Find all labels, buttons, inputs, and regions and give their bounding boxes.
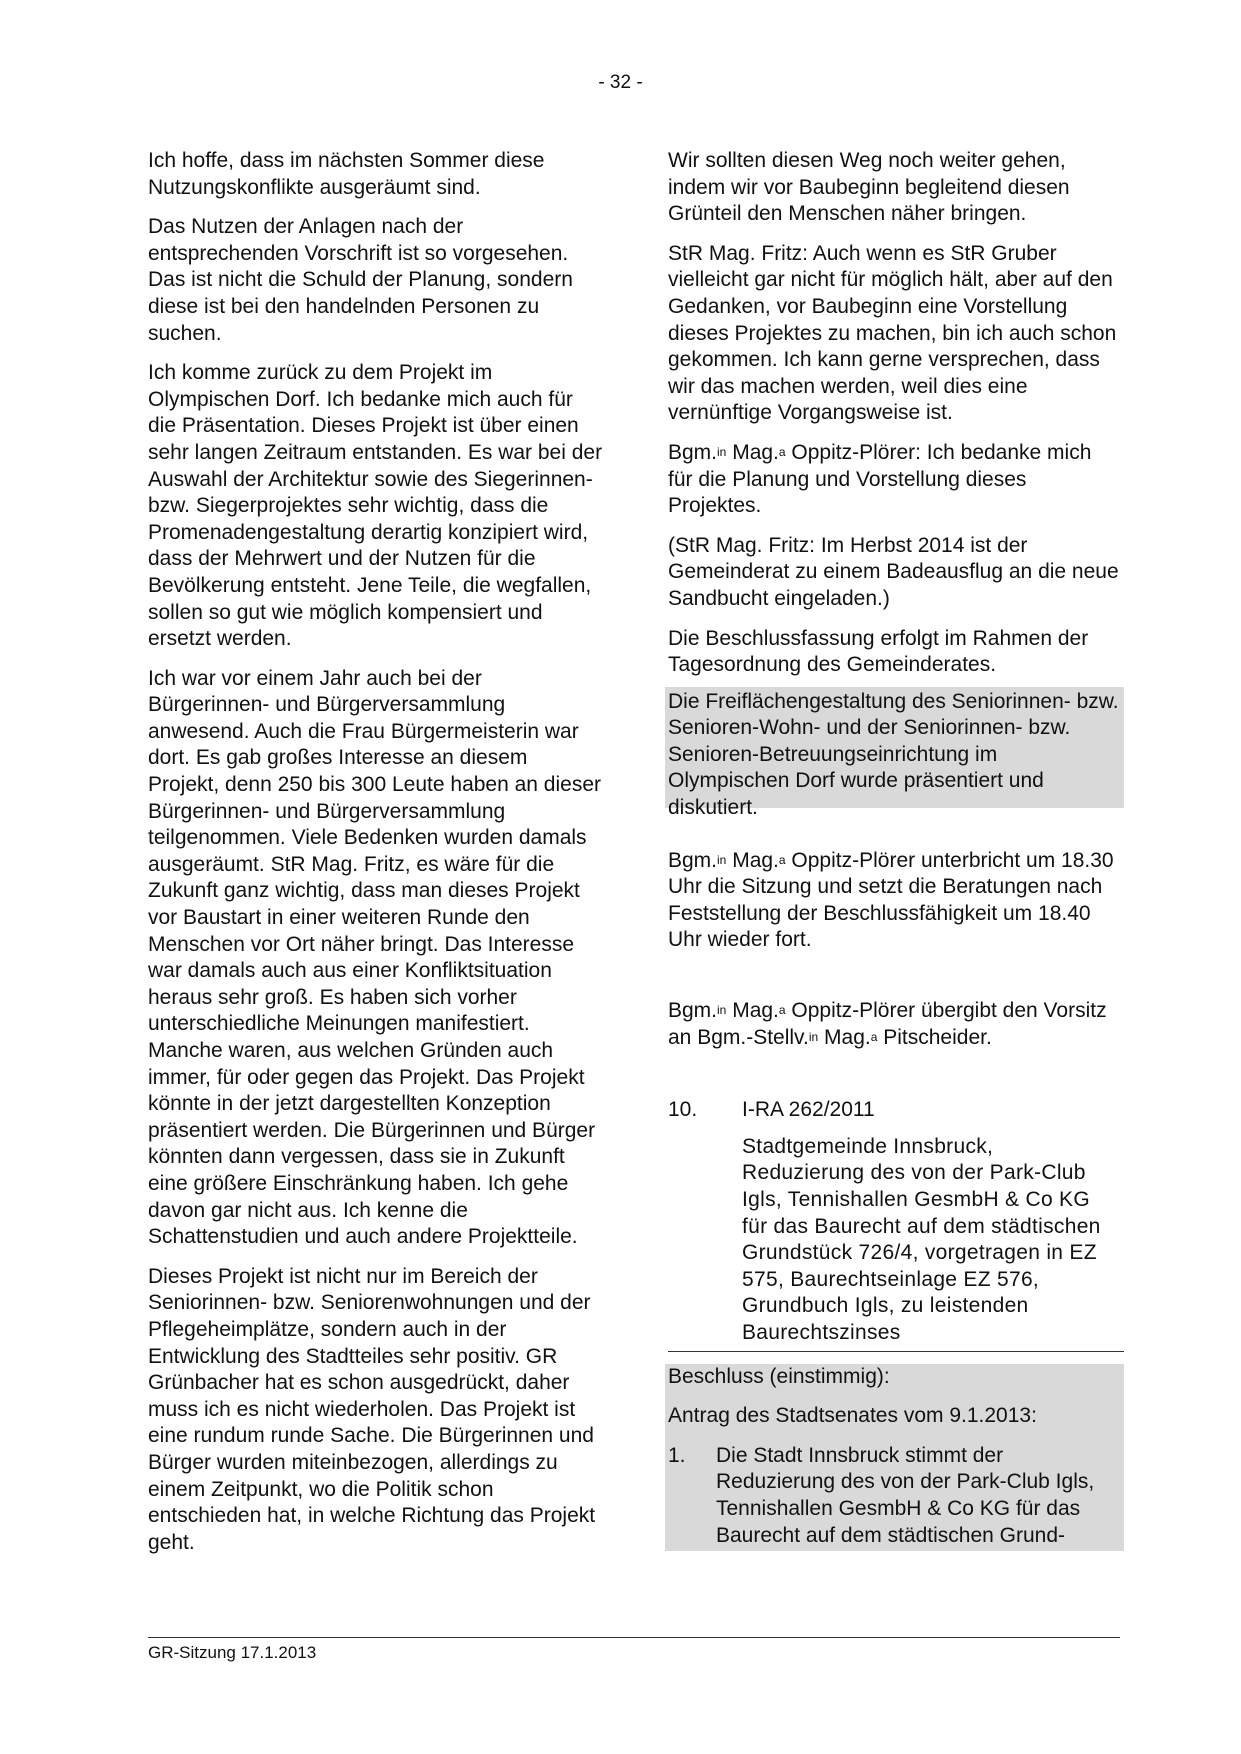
footer-divider (148, 1637, 1120, 1638)
page-number: - 32 - (598, 72, 643, 93)
paragraph: Bgm.$^{in}$ Mag.$^a$ Oppitz-Plörer unterbricht um 18.30 Uhr die Sitzung und setzt die Beratungen nach Feststellung der Beschlussfähigkeit um 18.40 Uhr wieder fort. (668, 848, 1114, 952)
paragraph: (StR Mag. Fritz: Im Herbst 2014 ist der Gemeinderat zu einem Badeausflug an die neue Sandbucht eingeladen.) (668, 533, 1119, 610)
divider (668, 1351, 1124, 1352)
motion-line: Antrag des Stadtsenates vom 9.1.2013: (668, 1404, 1037, 1428)
paragraph: Die Beschlussfassung erfolgt im Rahmen der Tagesordnung des Gemeinderates. (668, 626, 1089, 677)
right-column (668, 148, 1120, 1551)
paragraph: Wir sollten diesen Weg noch weiter gehen, indem wir vor Baubeginn begleitend diesen Grünteil den Menschen näher bringen. (668, 149, 1070, 226)
paragraph: Ich war vor einem Jahr auch bei der Bürgerinnen- und Bürgerversammlung anwesend. Auch die Frau Bürgermeisterin war dort. Es gab großes Interesse an diesem Projekt, denn 250 bis 300 Leute haben an dieser Bürgerinnen- und Bürgerversammlung teilgenommen. Viele Bedenken wurden damals ausgeräumt. StR Mag. Fritz, es wäre für die Zukunft ganz wichtig, dass man dieses Projekt vor Baustart in einer weiteren Runde den Menschen vor Ort näher bringt. Das Interesse war damals auch aus einer Konfliktsituation heraus sehr groß. Es haben sich vorher unterschiedliche Meinungen manifestiert. Manche waren, aus welchen Gründen auch immer, für oder gegen das Projekt. Das Projekt könnte in der jetzt dargestellten Konzeption präsentiert werden. Die Bürgerinnen und Bürger könnten dann vergessen, dass sie in Zukunft eine größere Einschränkung haben. Ich gehe davon gar nicht aus. Ich kenne die Schattenstudien und auch andere Projektteile. (148, 666, 602, 1249)
agenda-item-title: Stadtgemeinde Innsbruck, Reduzierung des von der Park-Club Igls, Tennishallen GesmbH & Co KG für das Baurecht auf dem städtischen Grundstück 726/4, vorgetragen in EZ 575, Baurechtseinlage EZ 576, Grundbuch Igls, zu leistenden Baurechtszinses (742, 1134, 1101, 1344)
paragraph: StR Mag. Fritz: Auch wenn es StR Gruber vielleicht gar nicht für möglich hält, aber auf den Gedanken, vor Baubeginn eine Vorstellung dieses Projektes zu machen, bin ich auch schon gekommen. Ich kann gerne versprechen, dass wir das machen werden, weil dies eine vernünftige Vorgangsweise ist. (668, 241, 1117, 425)
left-column (148, 148, 603, 1569)
paragraph: Das Nutzen der Anlagen nach der entsprechenden Vorschrift ist so vorgesehen. Das ist nicht die Schuld der Planung, sondern diese ist bei den handelnden Personen zu suchen. (148, 215, 573, 345)
paragraph: Ich komme zurück zu dem Projekt im Olympischen Dorf. Ich bedanke mich auch für die Präsentation. Dieses Projekt ist über einen sehr langen Zeitraum entstanden. Es war bei der Auswahl der Architektur sowie des Siegerinnen- bzw. Siegerprojektes sehr wichtig, dass die Promenadengestaltung derartig konzipiert wird, dass der Mehrwert und der Nutzen für die Bevölkerung entsteht. Jene Teile, die wegfallen, sollen so gut wie möglich kompensiert und ersetzt werden. (148, 361, 603, 651)
resolution-box (665, 1364, 1124, 1552)
footer-text: GR-Sitzung 17.1.2013 (148, 1643, 317, 1662)
list-item (668, 1443, 1120, 1549)
list-text: Die Stadt Innsbruck stimmt der Reduzierung des von der Park-Club Igls, Tennishallen GesmbH & Co KG für das Baurecht auf dem städtischen Grund- (716, 1443, 1095, 1547)
agenda-item-number: 10. (668, 1098, 698, 1122)
resolution-heading: Beschluss (einstimmig): (668, 1364, 890, 1388)
list-number: 1. (668, 1443, 686, 1467)
paragraph: Ich hoffe, dass im nächsten Sommer diese Nutzungskonflikte ausgeräumt sind. (148, 149, 545, 199)
agenda-item-header (668, 1097, 1120, 1124)
agenda-item-reference: I-RA 262/2011 (742, 1098, 875, 1122)
paragraph: Bgm.$^{in}$ Mag.$^a$ Oppitz-Plörer: Ich bedanke mich für die Planung und Vorstellung dieses Projektes. (668, 440, 1092, 518)
decision-box: Die Freiflächengestaltung des Seniorinnen- bzw. Senioren-Wohn- und der Seniorinnen- bzw. Senioren-Betreuungseinrichtung im Olympischen Dorf wurde präsentiert und diskutiert. (665, 687, 1124, 808)
paragraph: Dieses Projekt ist nicht nur im Bereich der Seniorinnen- bzw. Seniorenwohnungen und der Pflegeheimplätze, sondern auch in der Entwicklung des Stadtteiles sehr positiv. GR Grünbacher hat es schon ausgedrückt, daher muss ich es nicht wiederholen. Das Projekt ist eine rundum runde Sache. Die Bürgerinnen und Bürger wurden miteinbezogen, allerdings zu einem Zeitpunkt, wo die Politik schon entschieden hat, in welche Richtung das Projekt geht. (148, 1264, 596, 1554)
paragraph: Bgm.$^{in}$ Mag.$^a$ Oppitz-Plörer übergibt den Vorsitz an Bgm.-Stellv.$^{in}$ Mag.$^a$ Pitscheider. (668, 999, 1107, 1049)
